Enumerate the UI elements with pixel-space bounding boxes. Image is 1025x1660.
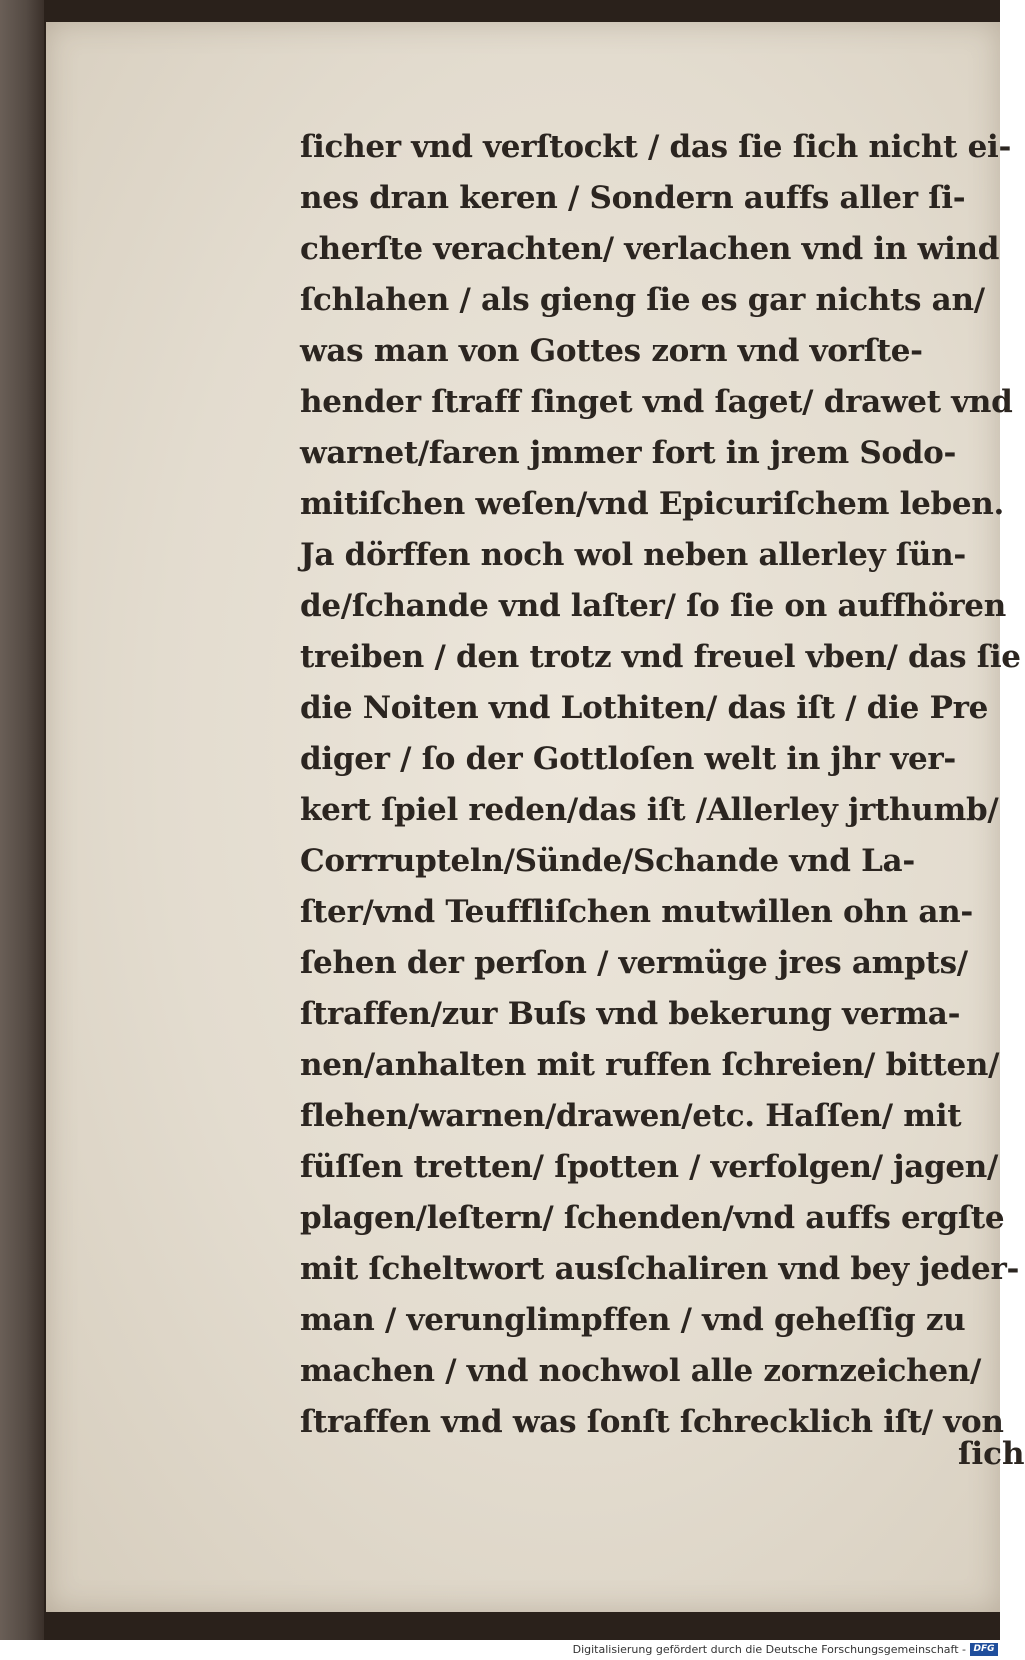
text-line: Ja dörffen noch wol neben allerley ſün- [300,537,966,573]
text-line: machen / vnd nochwol alle zornzeichen/ [300,1353,982,1389]
text-line: was man von Gottes zorn vnd vorſte- [300,333,923,369]
dfg-logo-icon: DFG [970,1643,998,1656]
text-line: mit ſcheltwort ausſchaliren vnd bey jeder- [300,1251,1020,1287]
funding-credit: Digitalisierung gefördert durch die Deutsche Forschungsgemeinschaft - [572,1643,966,1656]
digitization-footer [0,1640,1000,1660]
text-line: warnet/faren jmmer fort in jrem Sodo- [300,435,957,471]
catchword: ſich [958,1436,1025,1472]
text-line: füſſen tretten/ ſpotten / verfolgen/ jagen/ [300,1149,999,1185]
text-line: de/ſchande vnd laſter/ ſo ſie on auffhören [300,588,1006,624]
text-line: nes dran keren / Sondern auffs aller ſi- [300,180,966,216]
book-page [46,22,1025,1612]
text-line: Corrrupteln/Sünde/Schande vnd La- [300,843,915,879]
text-line: flehen/warnen/drawen/etc. Haſſen/ mit [300,1098,962,1134]
text-line: hender ſtraff ſinget vnd ſaget/ drawet vnd [300,384,1013,420]
book-binding-edge [0,0,44,1640]
page-text-block [300,122,1020,1448]
text-line: mitiſchen weſen/vnd Epicuriſchem leben. [300,486,1005,522]
text-line: ſtraffen/zur Buſs vnd bekerung verma- [300,996,961,1032]
text-line: treiben / den trotz vnd freuel vben/ das ſie [300,639,1021,675]
text-line: ſicher vnd verſtockt / das ſie ſich nicht ei- [300,129,1012,165]
text-line: ſtraffen vnd was ſonſt ſchrecklich iſt/ von [300,1404,1004,1440]
text-line: ſchlahen / als gieng ſie es gar nichts an/ [300,282,985,318]
text-line: diger / ſo der Gottloſen welt in jhr ver- [300,741,956,777]
text-line: kert ſpiel reden/das iſt /Allerley jrthumb/ [300,792,999,828]
text-line: ſter/vnd Teuffliſchen mutwillen ohn an- [300,894,973,930]
text-line: cherſte verachten/ verlachen vnd in wind [300,231,1000,267]
text-line: ſehen der perſon / vermüge jres ampts/ [300,945,968,981]
text-line: man / verunglimpffen / vnd geheſſig zu [300,1302,966,1338]
text-line: nen/anhalten mit ruffen ſchreien/ bitten/ [300,1047,1000,1083]
text-line: plagen/leſtern/ ſchenden/vnd auffs ergſte [300,1200,1005,1236]
text-line: die Noiten vnd Lothiten/ das iſt / die Pre [300,690,989,726]
